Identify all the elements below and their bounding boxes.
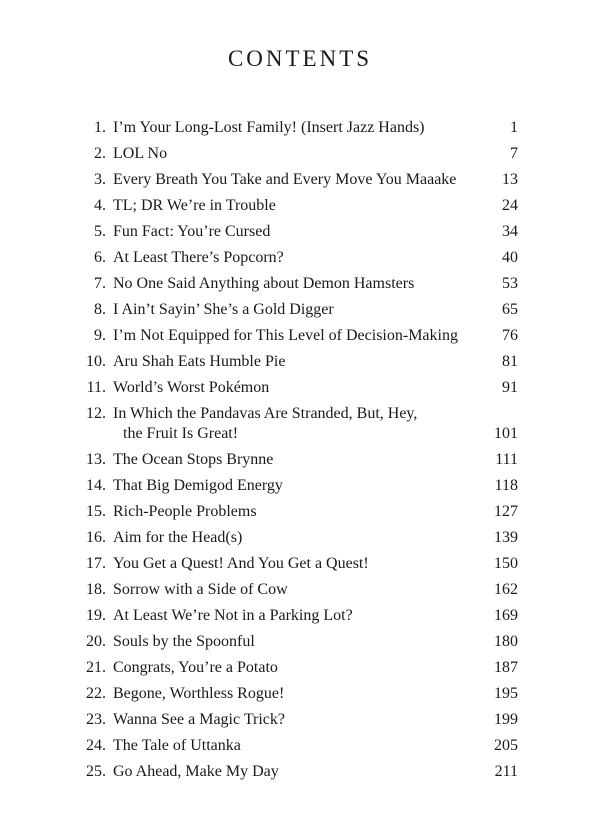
- toc-entry: [80, 759, 518, 785]
- chapter-title: [106, 222, 474, 242]
- page-number: 187: [494, 659, 518, 676]
- chapter-title: [106, 684, 474, 704]
- toc-entry: [80, 629, 518, 655]
- chapter-title: [106, 144, 474, 164]
- page-number: 162: [494, 581, 518, 598]
- chapter-title-line: I’m Your Long-Lost Family! (Insert Jazz Hands): [113, 119, 425, 136]
- toc-entry: [80, 375, 518, 401]
- page-number: 169: [494, 607, 518, 624]
- chapter-number: 21.: [86, 659, 106, 676]
- chapter-title: [106, 476, 474, 496]
- page-number: 118: [494, 477, 518, 494]
- chapter-number: 3.: [94, 171, 106, 188]
- chapter-number: 20.: [86, 633, 106, 650]
- chapter-title: [106, 762, 474, 782]
- page-number: 53: [502, 275, 518, 292]
- page-number: 7: [510, 145, 518, 162]
- chapter-title: [106, 118, 474, 138]
- chapter-number: 18.: [86, 581, 106, 598]
- chapter-number: 10.: [86, 353, 106, 370]
- page-number: 180: [494, 633, 518, 650]
- chapter-number: 17.: [86, 555, 106, 572]
- chapter-title-line: TL; DR We’re in Trouble: [113, 197, 276, 214]
- chapter-number: 15.: [86, 503, 106, 520]
- chapter-title: [106, 404, 474, 444]
- toc-entry: [80, 681, 518, 707]
- chapter-number: 14.: [86, 477, 106, 494]
- toc-entry: [80, 167, 518, 193]
- chapter-title: [106, 528, 474, 548]
- chapter-title: [106, 632, 474, 652]
- chapter-number: 22.: [86, 685, 106, 702]
- chapter-title-line: That Big Demigod Energy: [113, 477, 283, 494]
- chapter-number: 6.: [94, 249, 106, 266]
- toc-entry: [80, 141, 518, 167]
- chapter-title-line: At Least We’re Not in a Parking Lot?: [113, 607, 353, 624]
- chapter-title-line: Begone, Worthless Rogue!: [113, 685, 285, 702]
- toc-entry: [80, 349, 518, 375]
- chapter-title: [106, 710, 474, 730]
- toc-entry: [80, 193, 518, 219]
- chapter-title: [106, 326, 474, 346]
- toc-entry: [80, 271, 518, 297]
- page-number: 199: [494, 711, 518, 728]
- chapter-title: [106, 450, 474, 470]
- chapter-title-line: Wanna See a Magic Trick?: [113, 711, 285, 728]
- chapter-number: 1.: [94, 119, 106, 136]
- contents-heading: CONTENTS: [227, 46, 373, 71]
- toc-entry: [80, 473, 518, 499]
- page-number: 211: [494, 763, 518, 780]
- chapter-number: 13.: [86, 451, 106, 468]
- chapter-title-continuation: the Fruit Is Great!: [123, 425, 239, 442]
- page-number: 65: [502, 301, 518, 318]
- chapter-number: 8.: [94, 301, 106, 318]
- chapter-title: [106, 606, 474, 626]
- toc-entry: [80, 577, 518, 603]
- toc-entry: [80, 401, 518, 447]
- chapter-number: 2.: [94, 145, 106, 162]
- page-number: 205: [494, 737, 518, 754]
- chapter-title: [106, 248, 474, 268]
- toc-entry: [80, 603, 518, 629]
- chapter-number: 23.: [86, 711, 106, 728]
- page-number: 40: [502, 249, 518, 266]
- chapter-title: [106, 502, 474, 522]
- chapter-title-line: No One Said Anything about Demon Hamsters: [113, 275, 415, 292]
- page-number: 139: [494, 529, 518, 546]
- chapter-number: 24.: [86, 737, 106, 754]
- toc-entry: [80, 245, 518, 271]
- chapter-title-line: I Ain’t Sayin’ She’s a Gold Digger: [113, 301, 334, 318]
- page-number: 127: [494, 503, 518, 520]
- chapter-title-line: Fun Fact: You’re Cursed: [113, 223, 271, 240]
- chapter-title-line: I’m Not Equipped for This Level of Decision-Making: [113, 327, 458, 344]
- chapter-number: 12.: [86, 405, 106, 422]
- page-number: 24: [502, 197, 518, 214]
- toc-entry: [80, 115, 518, 141]
- chapter-title: [106, 274, 474, 294]
- toc-entry: [80, 733, 518, 759]
- chapter-number: 25.: [86, 763, 106, 780]
- page-number: 195: [494, 685, 518, 702]
- chapter-title-line: Congrats, You’re a Potato: [113, 659, 278, 676]
- chapter-title-line: The Tale of Uttanka: [113, 737, 241, 754]
- chapter-title-line: Every Breath You Take and Every Move You Maaake: [113, 171, 457, 188]
- page-number: 101: [494, 425, 518, 442]
- table-of-contents: [80, 115, 518, 785]
- page-number: 111: [495, 451, 518, 468]
- chapter-title-line: Go Ahead, Make My Day: [113, 763, 279, 780]
- chapter-number: 5.: [94, 223, 106, 240]
- page-number: 150: [494, 555, 518, 572]
- toc-entry: [80, 499, 518, 525]
- chapter-title-line: Aim for the Head(s): [113, 529, 243, 546]
- chapter-number: 11.: [86, 379, 106, 396]
- chapter-title: [106, 196, 474, 216]
- chapter-title: [106, 736, 474, 756]
- chapter-number: 7.: [94, 275, 106, 292]
- chapter-title-line: LOL No: [113, 145, 168, 162]
- chapter-title-line: World’s Worst Pokémon: [113, 379, 270, 396]
- toc-entry: [80, 447, 518, 473]
- chapter-title-line: At Least There’s Popcorn?: [113, 249, 284, 266]
- chapter-number: 4.: [94, 197, 106, 214]
- toc-entry: [80, 219, 518, 245]
- chapter-title: [106, 658, 474, 678]
- chapter-title-line: Rich-People Problems: [113, 503, 257, 520]
- chapter-title: [106, 300, 474, 320]
- toc-entry: [80, 323, 518, 349]
- page-number: 1: [510, 119, 518, 136]
- page-number: 91: [502, 379, 518, 396]
- chapter-number: 19.: [86, 607, 106, 624]
- chapter-title-line: Sorrow with a Side of Cow: [113, 581, 288, 598]
- chapter-title-line: Aru Shah Eats Humble Pie: [113, 353, 286, 370]
- toc-entry: [80, 297, 518, 323]
- page-number: 76: [502, 327, 518, 344]
- chapter-title-line: You Get a Quest! And You Get a Quest!: [113, 555, 369, 572]
- toc-entry: [80, 707, 518, 733]
- toc-entry: [80, 655, 518, 681]
- page-number: 34: [502, 223, 518, 240]
- page-number: 81: [502, 353, 518, 370]
- chapter-title-line: In Which the Pandavas Are Stranded, But, Hey,: [113, 405, 418, 422]
- toc-entry: [80, 525, 518, 551]
- chapter-number: 16.: [86, 529, 106, 546]
- chapter-title: [106, 554, 474, 574]
- chapter-title: [106, 378, 474, 398]
- chapter-title: [106, 580, 474, 600]
- page-number: 13: [502, 171, 518, 188]
- chapter-number: 9.: [94, 327, 106, 344]
- chapter-title-line: The Ocean Stops Brynne: [113, 451, 274, 468]
- chapter-title: [106, 352, 474, 372]
- toc-entry: [80, 551, 518, 577]
- chapter-title: [106, 170, 474, 190]
- chapter-title-line: Souls by the Spoonful: [113, 633, 255, 650]
